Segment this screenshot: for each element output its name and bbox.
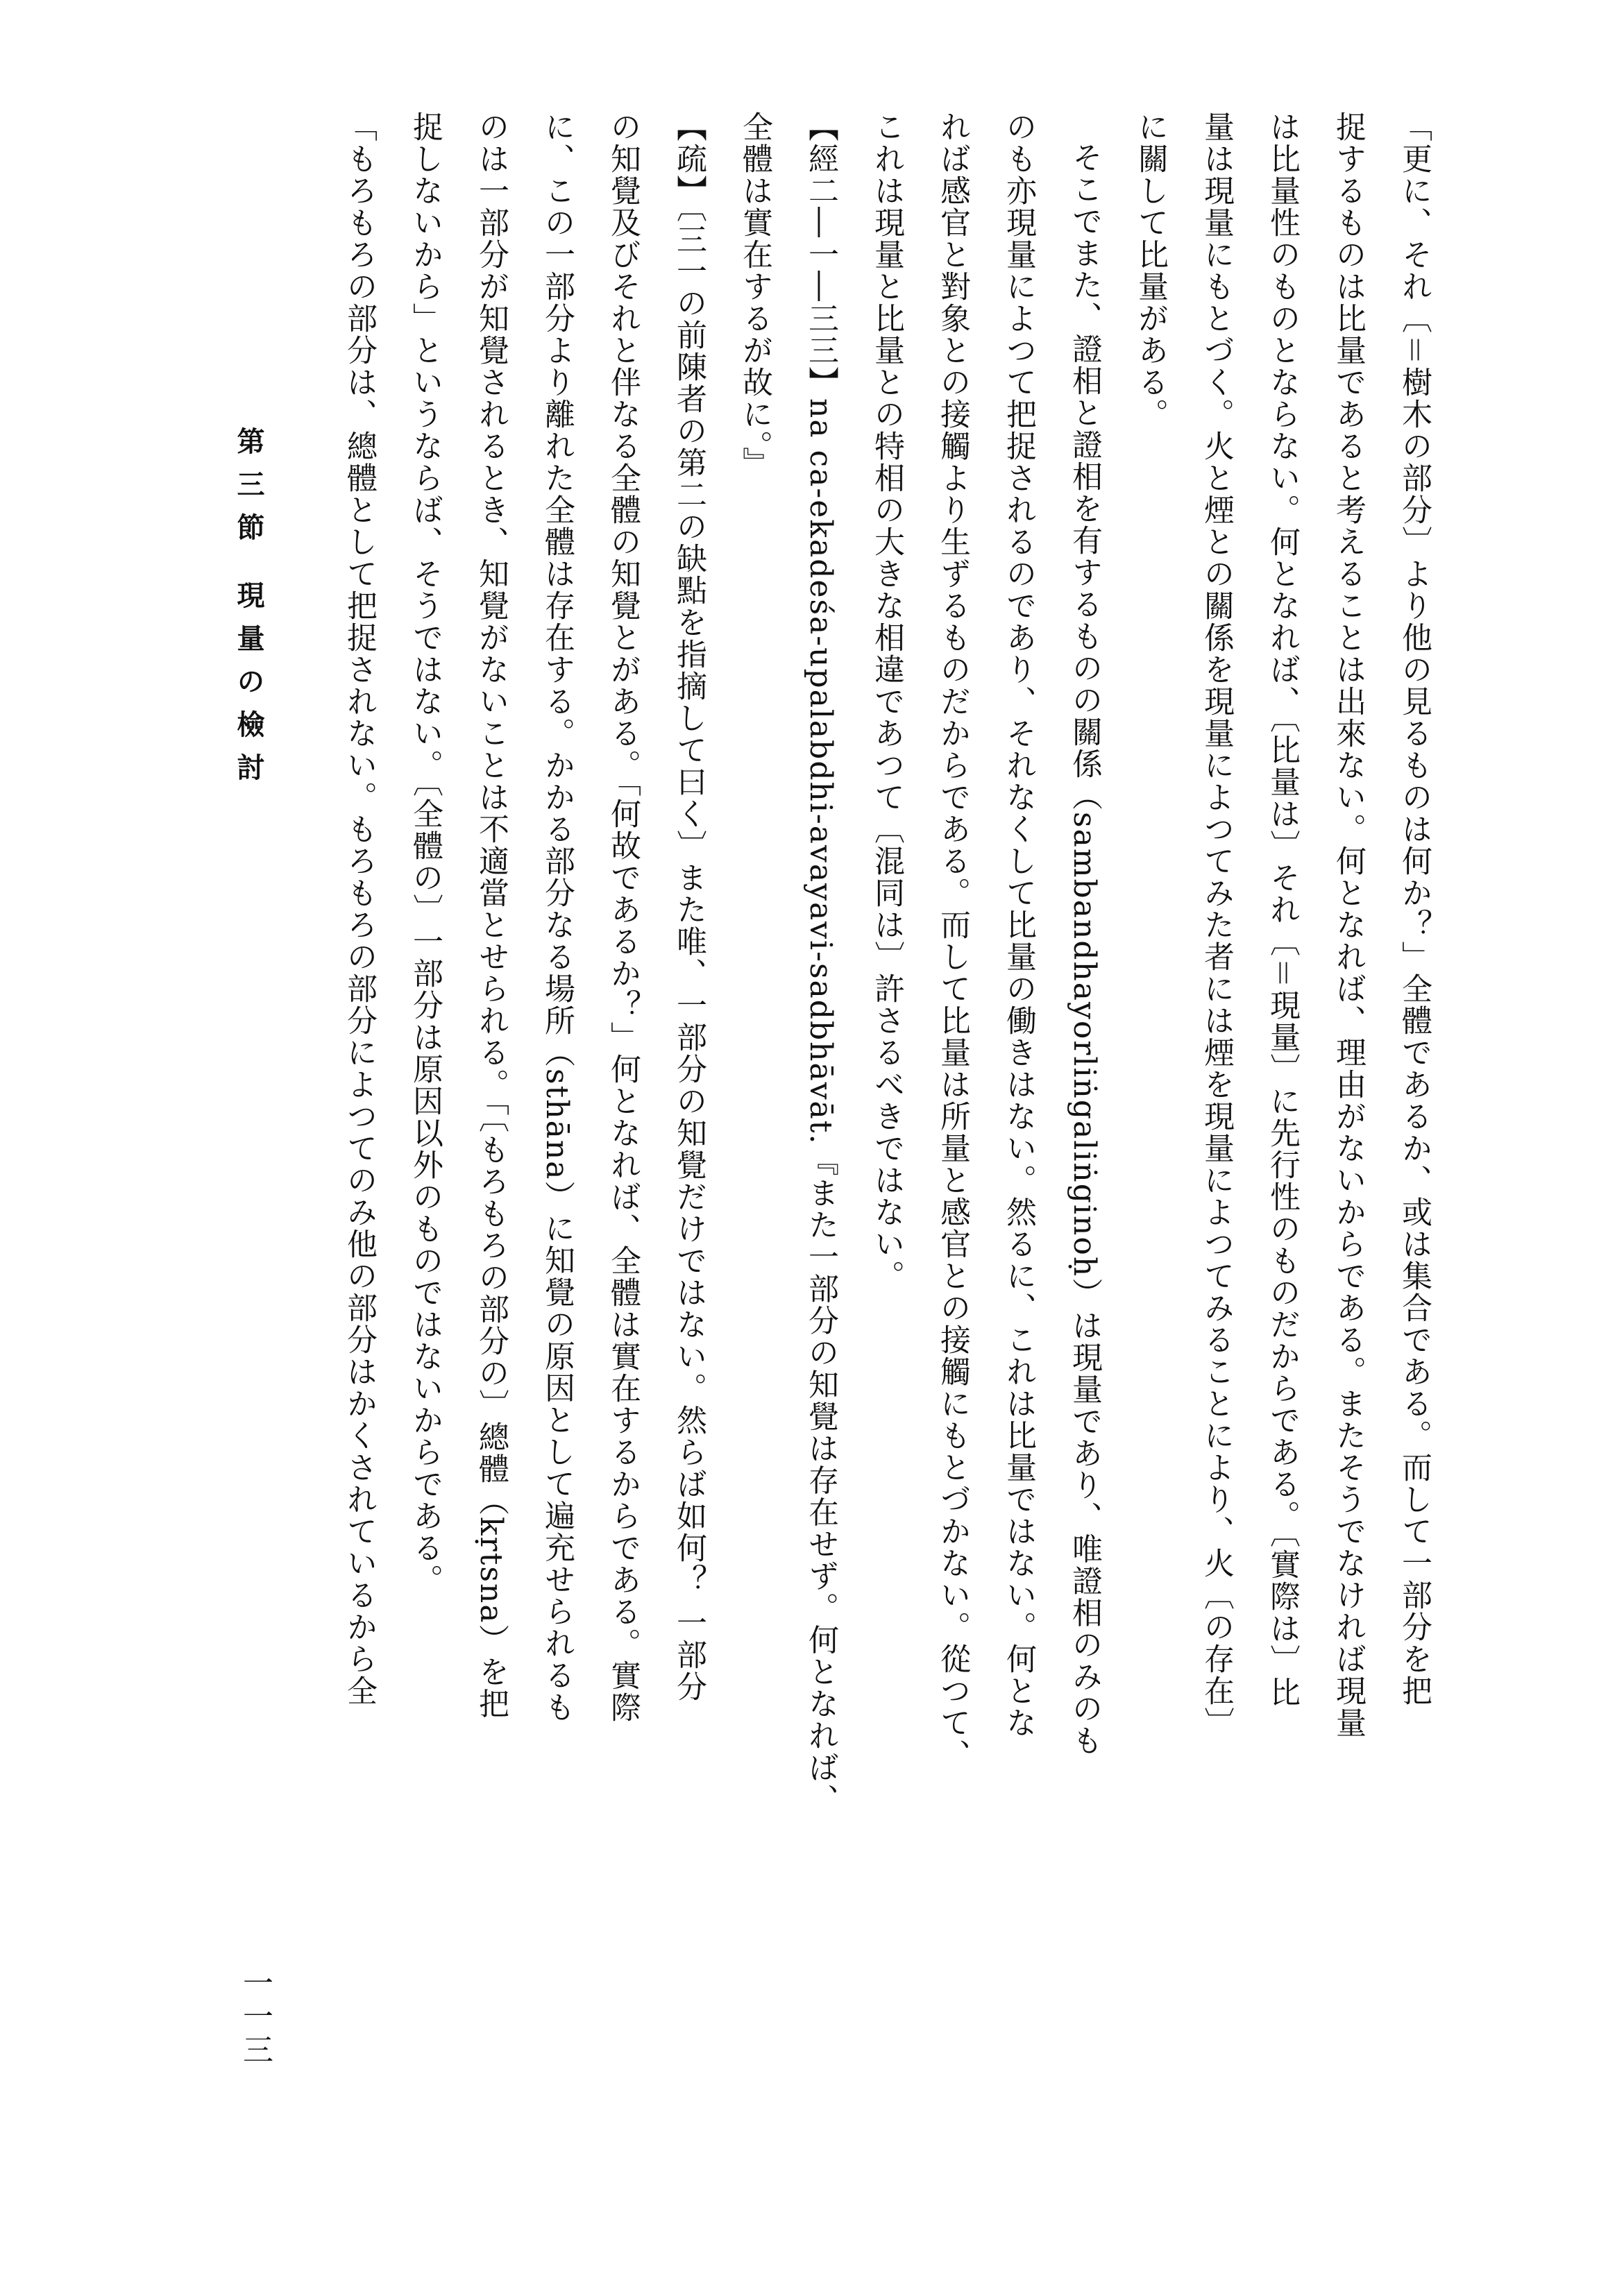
text-line: 全體は實在するが故に。』 <box>737 111 772 479</box>
text-line: 「更に、それ〔＝樹木の部分〕より他の見るものは何か？」全體であるか、或は集合である。而して一部分を把 <box>1396 111 1432 1707</box>
text-line: は比量性のものとならない。何となれば、〔比量は〕それ〔＝現量〕に先行性のものだからである。〔實際は〕比 <box>1264 111 1300 1708</box>
vertical-body-text <box>232 111 1447 2040</box>
text-line: のは一部分が知覺されるとき、知覺がないことは不適當とせられる。「〔もろもろの部分の〕總體（kṛtsna）を把 <box>473 111 509 1720</box>
text-line: れば感官と對象との接觸より生ずるものだからである。而して比量は所量と感官との接觸にもとづかない。從つて、 <box>935 111 970 1771</box>
text-line: 量は現量にもとづく。火と煙との關係を現量によつてみた者には煙を現量によつてみることにより、火〔の存在〕 <box>1199 111 1234 1739</box>
text-line: 捉するものは比量であると考えることは出來ない。何となれば、理由がないからである。またそうでなければ現量 <box>1330 111 1366 1739</box>
text-line: のも亦現量によつて把捉されるのであり、それなくして比量の働きはない。然るに、これは比量ではない。何とな <box>1001 111 1036 1739</box>
text-line: 捉しないから」というならば、そうではない。〔全體の〕一部分は原因以外のものではないからである。 <box>407 111 443 1596</box>
text-line: に關して比量がある。 <box>1133 111 1168 430</box>
page-number: 一一三 <box>237 1967 273 2067</box>
text-line: そこでまた、證相と證相を有するものの關係（sambandhayorliṅgaliṅginoḥ）は現量であり、唯證相のみのも <box>1067 142 1102 1757</box>
running-head: 第三節 現量の檢討 <box>232 427 265 796</box>
sutra-heading-line: 【經二―一―三三】na ca-ekadeśa-upalabdhi-avayavi-sadbhāvāt.『また一部分の知覺は存在せず。何となれば、 <box>803 111 838 1816</box>
text-line: に、この一部分より離れた全體は存在する。かかる部分なる場所（sthāna）に知覺の原因として遍充せられるも <box>539 111 575 1724</box>
commentary-heading-line: 【疏】〔三一の前陳者の第二の缺點を指摘して曰く〕また唯、一部分の知覺だけではない。然らば如何？ 一部分 <box>671 111 707 1703</box>
text-line: これは現量と比量との特相の大きな相違であつて〔混同は〕許さるべきではない。 <box>869 111 904 1292</box>
text-line: の知覺及びそれと伴なる全體の知覺とがある。「何故であるか？」何となれば、全體は實在するからである。實際 <box>605 111 641 1724</box>
text-line: 「もろもろの部分は、總體として把捉されない。もろもろの部分によつてのみ他の部分はかくされているから全 <box>341 111 377 1707</box>
